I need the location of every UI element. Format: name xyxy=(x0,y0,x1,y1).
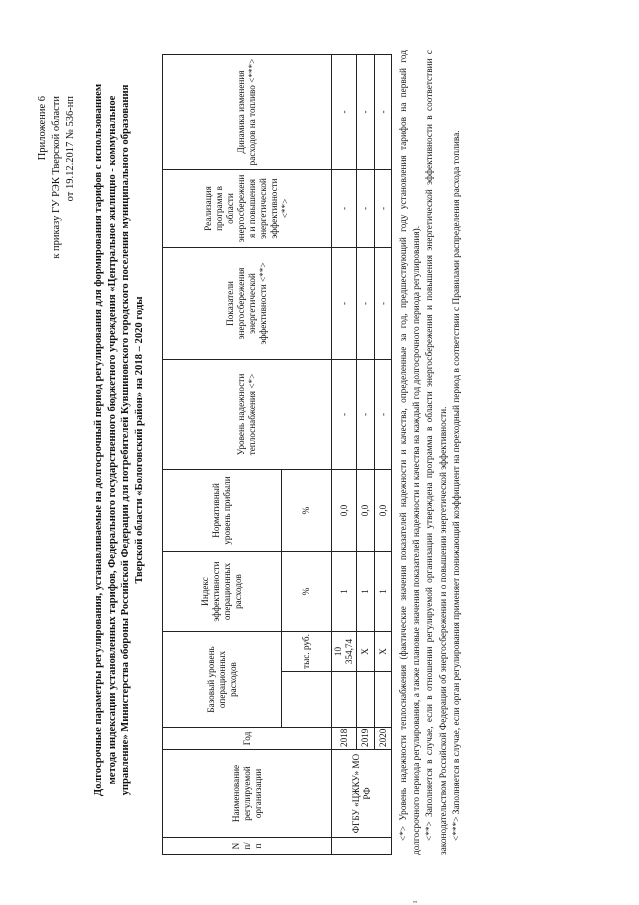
cell-org: ФГБУ «ЦЖКУ» МО РФ xyxy=(332,750,392,838)
cell-fuel: - xyxy=(375,55,392,170)
cell-base: 10 354,74 xyxy=(332,632,357,672)
appendix-line-2: к приказу ГУ РЭК Тверской области xyxy=(51,96,62,259)
cell-empty xyxy=(357,672,375,728)
cell-year: 2020 xyxy=(375,728,392,750)
cell-fuel: - xyxy=(357,55,375,170)
header-num: N п/п xyxy=(163,838,332,855)
units-empty xyxy=(282,672,332,728)
header-index: Индекс эффективности операционных расходов xyxy=(163,552,282,632)
units-index: % xyxy=(282,552,332,632)
table-row xyxy=(332,55,357,855)
appendix-line-3: от 19.12.2017 № 536-нп xyxy=(65,96,76,202)
table-row xyxy=(357,55,375,855)
appendix-line-1: Приложение 6 xyxy=(37,96,48,161)
footnote-1: <*> Уровень надежности теплоснабжения (фактические значения показателей надежности и качества, определенные за год, предшествующий году установления тарифов на первый год долгосрочного периода регулирования, а также плановые значения показателей надежности и качества на каждый год долгосрочного периода регулирования). xyxy=(399,50,423,855)
document-title xyxy=(92,55,146,825)
header-reliability: Уровень надежности теплоснабжения <*> xyxy=(163,360,332,470)
units-base: тыс. руб. xyxy=(282,632,332,672)
cell-reliability: - xyxy=(332,360,357,470)
parameters-table xyxy=(162,54,392,855)
margin-mark: ı xyxy=(410,900,419,903)
cell-empty xyxy=(375,672,392,728)
footnote-3: <***> Заполняется в случае, если орган регулирования применяет понижающий коэффициент на переходный период в соответствии с Правилами распределения расхода топлива. xyxy=(451,130,462,841)
cell-year: 2019 xyxy=(357,728,375,750)
cell-energy-efficiency: - xyxy=(375,248,392,360)
header-energy-efficiency: Показатели энергосбережения энергетической эффективности <**> xyxy=(163,248,332,360)
appendix-header xyxy=(36,96,78,259)
cell-program: - xyxy=(357,170,375,248)
title-line-3: управление» Министерства обороны Российской Федерации для потребителей Кувшиновского городского поселения муниципального образования xyxy=(120,84,132,796)
header-org: Наименование регулируемой организации xyxy=(163,750,332,838)
cell-index: 1 xyxy=(375,552,392,632)
title-line-4: Тверской области «Бологовский район» на 2018 – 2020 годы xyxy=(133,296,145,584)
cell-fuel: - xyxy=(332,55,357,170)
table-row xyxy=(375,55,392,855)
cell-reliability: - xyxy=(375,360,392,470)
cell-index: 1 xyxy=(332,552,357,632)
cell-year: 2018 xyxy=(332,728,357,750)
cell-empty xyxy=(332,672,357,728)
table-header-row xyxy=(163,55,282,855)
cell-reliability: - xyxy=(357,360,375,470)
cell-energy-efficiency: - xyxy=(357,248,375,360)
header-base: Базовый уровень операционных расходов xyxy=(163,632,282,728)
header-fuel: Динамика изменения расходов на топливо <***> xyxy=(163,55,332,170)
cell-num xyxy=(332,838,392,855)
cell-base: X xyxy=(357,632,375,672)
cell-program: - xyxy=(375,170,392,248)
cell-index: 1 xyxy=(357,552,375,632)
header-year: Год xyxy=(163,728,332,750)
cell-profit: 0,0 xyxy=(357,470,375,552)
cell-program: - xyxy=(332,170,357,248)
header-profit: Нормативный уровень прибыли xyxy=(163,470,282,552)
cell-profit: 0,0 xyxy=(332,470,357,552)
footnote-2: <**> Заполняется в случае, если в отношении регулируемой организации утверждена программа в области энергосбережения и повышения энергетической эффективности в соответствии с законодательством Российской Федерации об энергосбережении и о повышении энергетической эффективности. xyxy=(425,50,449,855)
cell-profit: 0,0 xyxy=(375,470,392,552)
units-profit: % xyxy=(282,470,332,552)
header-program: Реализация программ в области энергосбережени я и повышения энергетической эффективности <**> xyxy=(163,170,332,248)
cell-energy-efficiency: - xyxy=(332,248,357,360)
title-line-2: метода индексации установленных тарифов, Федерального государственного бюджетного учреждения «Центральное жилищно - коммунальное xyxy=(106,95,118,785)
cell-base: X xyxy=(375,632,392,672)
footnotes xyxy=(398,50,464,855)
title-line-1: Долгосрочные параметры регулирования, устанавливаемые на долгосрочный период регулирования для формирования тарифов с использованием xyxy=(93,83,104,797)
